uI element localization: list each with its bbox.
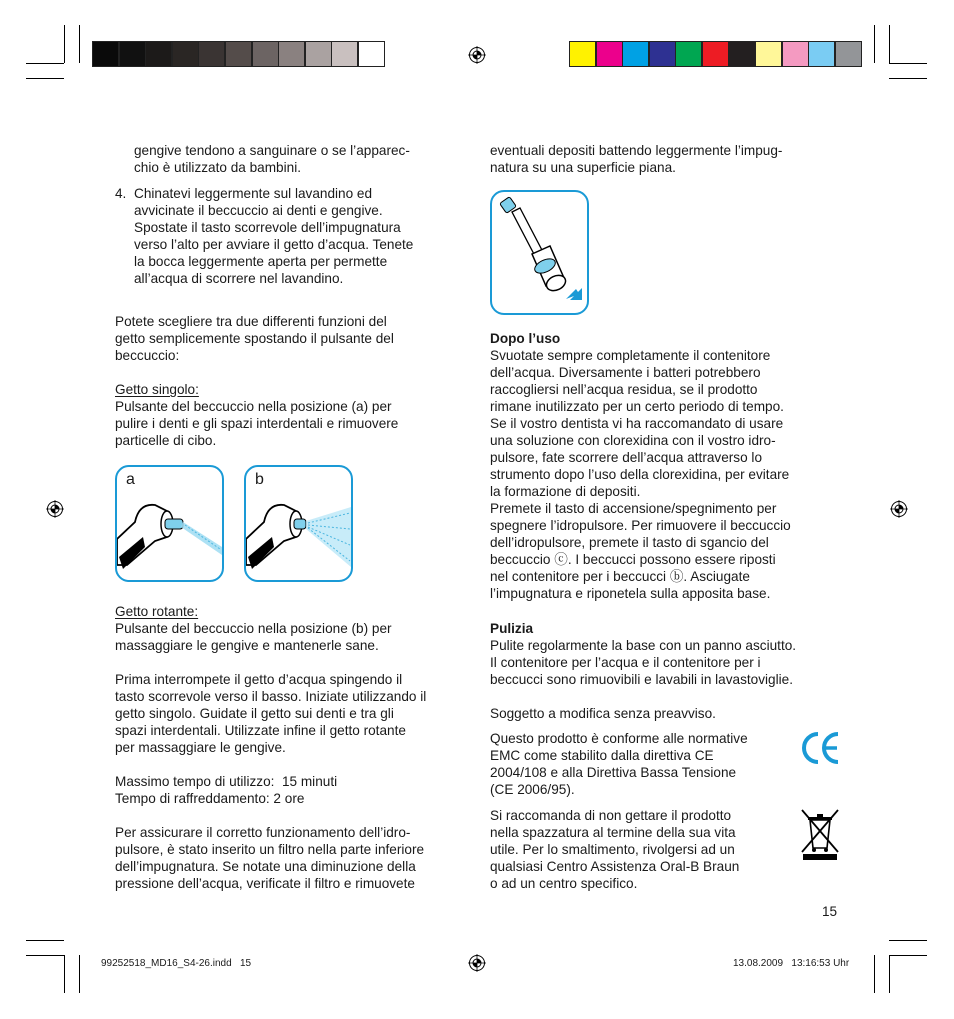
gray-swatch (119, 41, 146, 67)
gray-swatch (331, 41, 358, 67)
list-item-4-number: 4. (115, 186, 127, 201)
crossed-bin-icon (800, 808, 840, 862)
color-swatch (755, 41, 782, 67)
registration-mark-icon (468, 46, 486, 64)
color-swatch (782, 41, 809, 67)
usage-paragraph: Prima interrompete il getto d’acqua spingendo il tasto scorrevole verso il basso. Iniziate utilizzando il getto singolo. Guidate il getto sui denti e tra gli spazi interdentali. Utilizzate infine il getto rotante per massaggiare le gengive. (115, 672, 427, 755)
color-swatch (649, 41, 676, 67)
list-item-4-text: Chinatevi leggermente sul lavandino ed avvicinate il beccuccio ai denti e gengive. Spostate il tasto scorrevole dell’impugnatura verso l’alto per avviare il getto d’acqua. Tenete la bocca leggermente aperta per permette all’acqua di scorrere nel lavandino. (134, 186, 414, 286)
registration-mark-icon (468, 954, 486, 972)
gray-swatch (198, 41, 225, 67)
nozzle-illustration (492, 192, 587, 313)
registration-mark-icon (46, 500, 64, 518)
gray-swatch (172, 41, 199, 67)
functions-paragraph: Potete scegliere tra due differenti funzioni del getto semplicemente spostando il pulsante del beccuccio: (115, 314, 394, 363)
left-paragraph-continuation: gengive tendono a sanguinare o se l’apparec- chio è utilizzato da bambini. (134, 143, 410, 175)
modifica-paragraph: Soggetto a modifica senza preavviso. (490, 706, 716, 721)
figure-b-label: b (255, 471, 264, 488)
getto-singolo-heading: Getto singolo: (115, 382, 199, 397)
color-swatch (622, 41, 649, 67)
ce-mark-icon (800, 730, 842, 766)
color-swatch (702, 41, 729, 67)
right-paragraph-continuation: eventuali depositi battendo leggermente l’impug- natura su una superficie piana. (490, 143, 783, 175)
figure-nozzle-release (490, 190, 589, 315)
getto-rotante-text: Pulsante del beccuccio nella posizione (b) per massaggiare le gengive e mantenerle sane. (115, 621, 392, 653)
getto-rotante-heading: Getto rotante: (115, 604, 199, 619)
figure-a-label: a (126, 471, 135, 488)
disposal-paragraph: Si raccomanda di non gettare il prodotto nella spazzatura al termine della sua vita utile. Per lo smaltimento, rivolgersi ad un qualsiasi Centro Assistenza Oral-B Braun o ad un centro specifico. (490, 808, 740, 891)
ce-conformity-paragraph: Questo prodotto è conforme alle normative EMC come stabilito dalla direttiva CE 2004/108 e alla Direttiva Bassa Tensione (CE 2006/95). (490, 731, 748, 797)
color-swatch (675, 41, 702, 67)
figure-rotating-jet (244, 465, 353, 582)
color-swatch (835, 41, 862, 67)
gray-swatch (278, 41, 305, 67)
time-paragraph: Massimo tempo di utilizzo: 15 minuti Tempo di raffreddamento: 2 ore (115, 774, 338, 806)
rotating-jet-illustration (246, 467, 351, 580)
gray-swatch (305, 41, 332, 67)
color-swatch (729, 41, 756, 67)
figure-single-jet (115, 465, 224, 582)
pulizia-heading: Pulizia (490, 621, 534, 636)
registration-mark-icon (890, 500, 908, 518)
footer-file-info: 99252518_MD16_S4-26.indd 15 (101, 958, 252, 969)
single-jet-illustration (117, 467, 222, 580)
getto-singolo-text: Pulsante del beccuccio nella posizione (a) per pulire i denti e gli spazi interdentali e rimuovere particelle di cibo. (115, 399, 399, 448)
color-swatch (596, 41, 623, 67)
page-number: 15 (822, 904, 838, 919)
gray-swatch (92, 41, 119, 67)
dopo-uso-text: Svuotate sempre completamente il contenitore dell’acqua. Diversamente i batteri potrebbero raccogliersi nell’acqua residua, se il prodotto rimane inutilizzato per un certo periodo di tempo. Se il vostro dentista vi ha raccomandato di usare una soluzione con clorexidina con il vostro idro- pulsore, fate scorrere dell’acqua attraverso lo strumento dopo l’uso della clorexidina, per evitare la formazione di depositi. Premete il tasto di accensione/spegnimento per spegnere l’idropulsore. Per rimuovere il beccuccio dell’idropulsore, premete il tasto di sgancio del beccuccio ⓒ. I beccucci possono essere riposti nel contenitore per i beccucci ⓑ. Asciugate l’impugnatura e riponetela sulla apposita base. (490, 348, 791, 601)
color-swatch (569, 41, 596, 67)
filter-paragraph: Per assicurare il corretto funzionamento dell’idro- pulsore, è stato inserito un filtro nella parte inferiore dell’impugnatura. Se notate una diminuzione della pressione dell’acqua, verificate il filtro e rimuovete (115, 825, 425, 891)
gray-swatch (145, 41, 172, 67)
dopo-uso-heading: Dopo l’uso (490, 331, 561, 346)
gray-swatch (358, 41, 385, 67)
pulizia-text: Pulite regolarmente la base con un panno asciutto. Il contenitore per l’acqua e il contenitore per i beccucci sono rimuovibili e lavabili in lavastoviglie. (490, 638, 797, 687)
footer-timestamp: 13.08.2009 13:16:53 Uhr (733, 958, 850, 969)
gray-swatch (252, 41, 279, 67)
color-swatch (808, 41, 835, 67)
gray-swatch (225, 41, 252, 67)
